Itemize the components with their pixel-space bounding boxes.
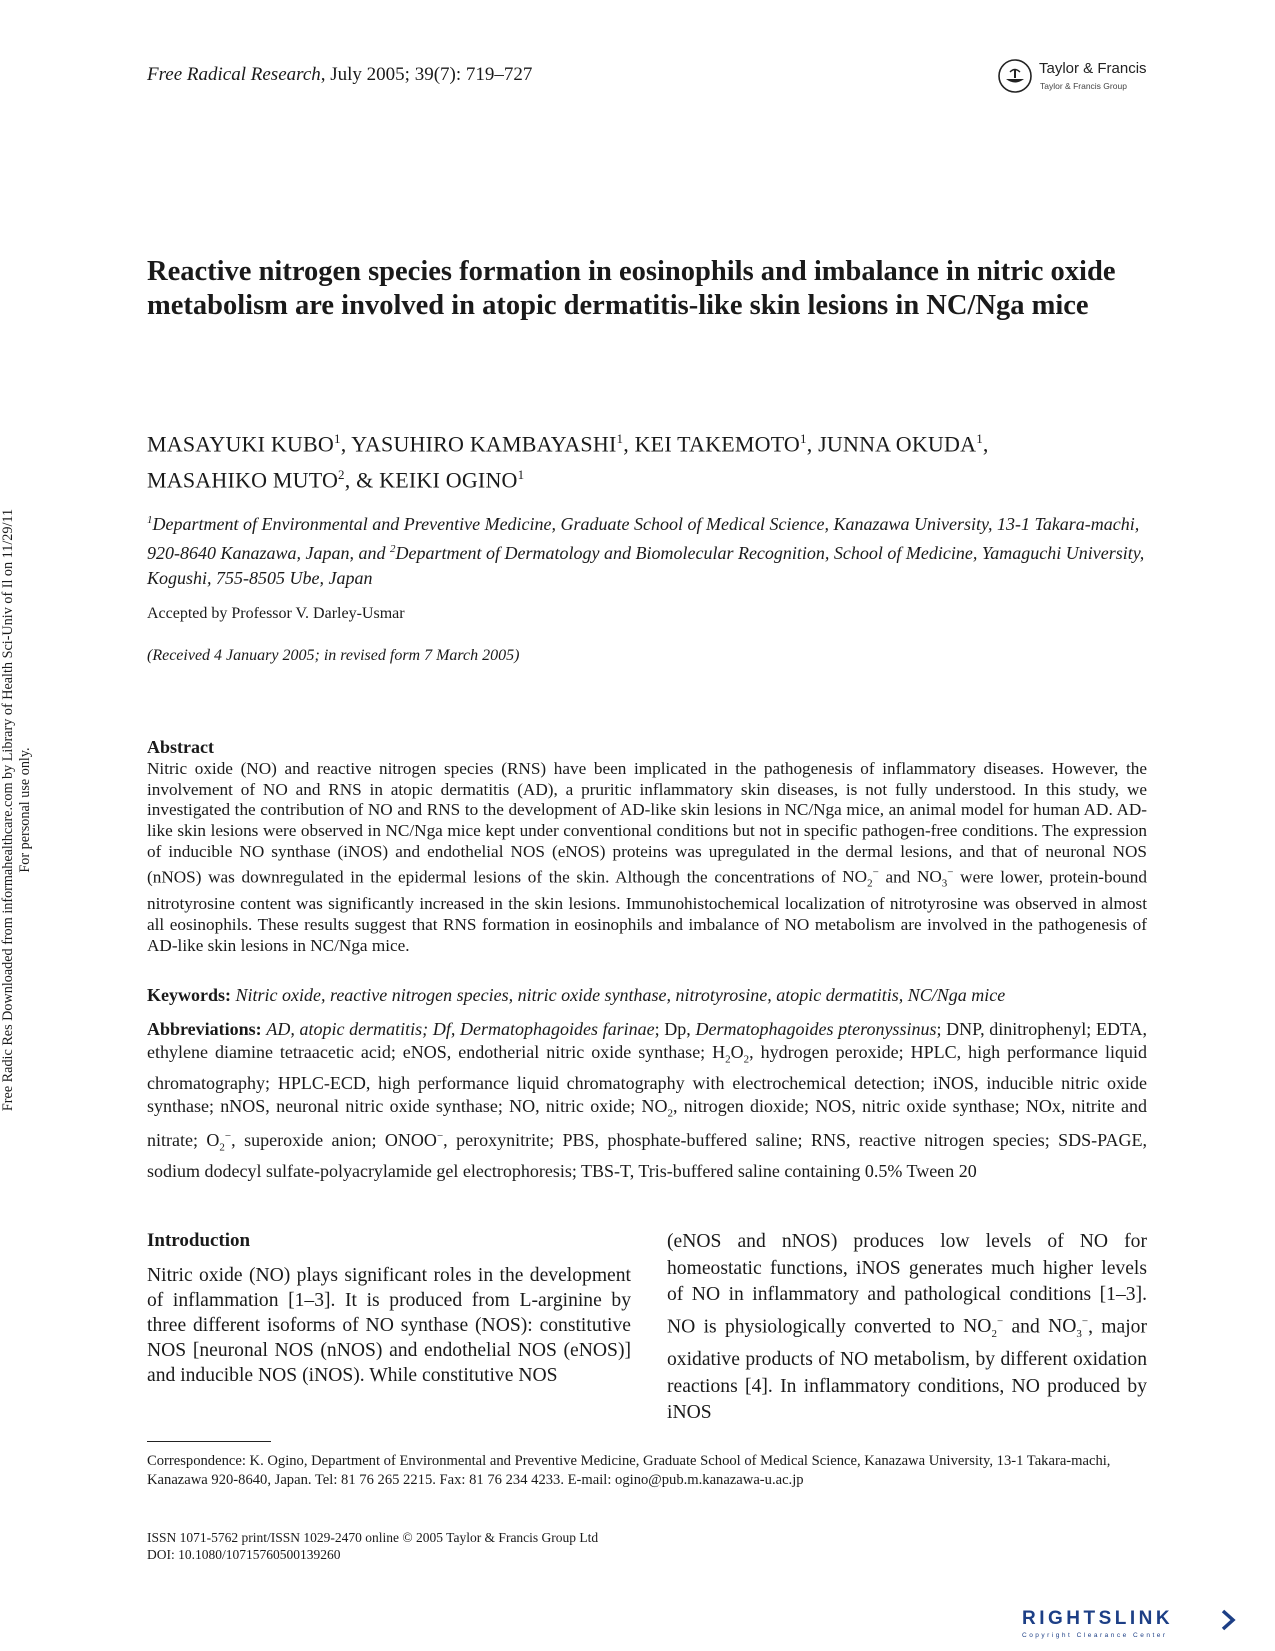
taylor-francis-emblem-icon bbox=[997, 58, 1033, 94]
introduction-column-right: (eNOS and nNOS) produces low levels of NO for homeostatic functions, iNOS generates much higher levels of NO in inflammatory and pathological conditions [1–3]. NO is physiologically converted to $NO_2^-$ and $NO_3^-$, major oxidative products of NO metabolism, by different oxidation reactions [4]. In inflammatory conditions, NO produced by iNOS bbox=[667, 1231, 1148, 1424]
author-list: MASAYUKI KUBO$^1$, YASUHIRO KAMBAYASHI$^1$, KEI TAKEMOTO$^1$, JUNNA OKUDA$^1$, MASAHIKO MUTO$^2$, & KEIKI OGINO$^1$ bbox=[147, 431, 989, 493]
author-affiliation-mark: 1 bbox=[333, 431, 341, 446]
publisher-group: Taylor & Francis Group bbox=[1040, 81, 1127, 91]
download-watermark bbox=[0, 430, 34, 1190]
publisher-logo bbox=[997, 58, 1167, 98]
doi-line: DOI: 10.1080/10715760500139260 bbox=[147, 1547, 341, 1562]
journal-volume-pages: , July 2005; 39(7): 719–727 bbox=[320, 64, 533, 85]
received-dates: (Received 4 January 2005; in revised form 7 March 2005) bbox=[147, 647, 520, 664]
author-name: MASAHIKO MUTO bbox=[147, 467, 339, 493]
rightslink-logo[interactable] bbox=[1022, 1608, 1252, 1640]
author-affiliation-mark: 1 bbox=[800, 431, 807, 446]
keywords-value: Nitric oxide, reactive nitrogen species, nitric oxide synthase, nitrotyrosine, atopic dermatitis, NC/Nga mice bbox=[235, 985, 1006, 1005]
affiliation-1: Department of Environmental and Preventive Medicine, Graduate School of Medical Science, Kanazawa University, 13-1 Takara-machi, 920-8640 Kanazawa, Japan, and bbox=[147, 514, 1140, 563]
rightslink-word: RIGHTSLINK bbox=[1022, 1608, 1174, 1629]
keywords bbox=[147, 985, 1147, 1006]
issn-doi bbox=[147, 1529, 598, 1563]
abstract-nitrite: $NO_2^-$ bbox=[842, 866, 879, 890]
issn-line: ISSN 1071-5762 print/ISSN 1029-2470 online © 2005 Taylor & Francis Group Ltd bbox=[147, 1530, 599, 1545]
author-separator: , bbox=[806, 431, 819, 457]
author-name: MASAYUKI KUBO bbox=[147, 431, 334, 457]
abbreviations-label: Abbreviations: bbox=[147, 1019, 262, 1039]
intro-nitrate: $NO_3^-$ bbox=[1048, 1315, 1089, 1340]
intro-nitrite: $NO_2^-$ bbox=[963, 1315, 1004, 1340]
author-affiliation-mark: 1 bbox=[616, 431, 624, 446]
author-name: KEIKI OGINO bbox=[379, 467, 518, 493]
author-separator: , bbox=[623, 431, 635, 457]
accepted-by: Accepted by Professor V. Darley-Usmar bbox=[147, 605, 405, 622]
author-separator: , & bbox=[344, 467, 380, 493]
publisher-name: Taylor & Francis bbox=[1039, 60, 1147, 77]
journal-name: Free Radical Research bbox=[147, 64, 321, 85]
rightslink-subtitle: Copyright Clearance Center bbox=[1022, 1632, 1168, 1639]
l-arginine-prefix: L bbox=[519, 1290, 532, 1311]
author-affiliation-mark: 1 bbox=[517, 467, 525, 483]
author-name: KEI TAKEMOTO bbox=[634, 431, 801, 457]
abbreviations: Abbreviations: AD, atopic dermatitis; Df, Dermatophagoides farinae; Dp, Dermatophagoides pteronyssinus; DNP, dinitrophenyl; EDTA, ethylene diamine tetraacetic acid; eNOS, endotherial nitric oxide synthase; $H_2O_2$, hydrogen peroxide; HPLC, high performance liquid chromatography; HPLC-ECD, high performance liquid chromatography with electrochemical detection; iNOS, inducible nitric oxide synthase; nNOS, neuronal nitric oxide synthase; NO, nitric oxide; $NO_2$, nitrogen dioxide; NOS, nitric oxide synthase; NOx, nitrite and nitrate; $O_2^-$, superoxide anion; ONOO−, peroxynitrite; PBS, phosphate-buffered saline; RNS, reactive nitrogen species; SDS-PAGE, sodium dodecyl sulfate-polyacrylamide gel electrophoresis; TBS-T, Tris-buffered saline containing 0.5% Tween 20 bbox=[147, 1019, 1148, 1181]
abstract-body: Nitric oxide (NO) and reactive nitrogen species (RNS) have been implicated in the pathogenesis of inflammatory diseases. However, the involvement of NO and RNS in atopic dermatitis (AD), a pruritic inflammatory skin diseases, is not fully understood. In this study, we investigated the contribution of NO and RNS to the development of AD-like skin lesions in NC/Nga mice, an animal model for human AD. AD-like skin lesions were observed in NC/Nga mice kept under conventional conditions but not in specific pathogen-free conditions. The expression of inducible NO synthase (iNOS) and endothelial NOS (eNOS) proteins was upregulated in the dermal lesions, and that of neuronal NOS (nNOS) was downregulated in the epidermal lesions of the skin. Although the concentrations of $NO_2^-$ and $NO_3^-$ were lower, protein-bound nitrotyrosine content was significantly increased in the skin lesions. Immunohistochemical localization of nitrotyrosine was observed in almost all eosinophils. These results suggest that RNS formation in eosinophils and imbalance of NO metabolism are involved in the pathogenesis of AD-like skin lesions in NC/Nga mice. bbox=[147, 759, 1147, 955]
abstract-text-2: were lower, protein-bound nitrotyrosine content was significantly increased in the skin lesions. Immunohistochemical localization of nitrotyrosine was observed in almost all eosinophils. These results suggest that RNS formation in eosinophils and imbalance of NO metabolism are involved in the pathogenesis of AD-like skin lesions in NC/Nga mice. bbox=[147, 867, 1147, 955]
rightslink-chevron-icon bbox=[1220, 1609, 1236, 1631]
author-name: YASUHIRO KAMBAYASHI bbox=[351, 431, 617, 457]
personal-use-line: For personal use only. bbox=[17, 747, 33, 873]
abstract-text-1: Nitric oxide (NO) and reactive nitrogen species (RNS) have been implicated in the pathogenesis of inflammatory diseases. However, the involvement of NO and RNS in atopic dermatitis (AD), a pruritic inflammatory skin diseases, is not fully understood. In this study, we investigated the contribution of NO and RNS to the development of AD-like skin lesions in NC/Nga mice, an animal model for human AD. AD-like skin lesions were observed in NC/Nga mice kept under conventional conditions but not in specific pathogen-free conditions. The expression of inducible NO synthase (iNOS) and endothelial NOS (eNOS) proteins was upregulated in the dermal lesions, and that of neuronal NOS (nNOS) was downregulated in the epidermal lesions of the skin. Although the concentrations of bbox=[147, 759, 1147, 887]
keywords-label: Keywords: bbox=[147, 985, 231, 1005]
abstract-nitrate: $NO_3^-$ bbox=[916, 866, 954, 890]
author-affiliation-mark: 1 bbox=[976, 431, 983, 446]
affiliation-1-mark: 1 bbox=[147, 514, 153, 526]
footnote-divider bbox=[147, 1441, 271, 1442]
introduction-heading: Introduction bbox=[147, 1230, 251, 1251]
article-title: Reactive nitrogen species formation in eosinophils and imbalance in nitric oxide metabolism are involved in atopic dermatitis-like skin lesions in NC/Nga mice bbox=[147, 256, 1116, 321]
author-separator: , bbox=[340, 431, 352, 457]
author-name: JUNNA OKUDA bbox=[818, 431, 977, 457]
affiliation-2: Department of Dermatology and Biomolecular Recognition, School of Medicine, Yamaguchi University, Kogushi, 755-8505 Ube, Japan bbox=[147, 543, 1145, 588]
journal-citation bbox=[147, 64, 532, 86]
affiliations bbox=[147, 508, 1147, 591]
correspondence-note: Correspondence: K. Ogino, Department of Environmental and Preventive Medicine, Graduate School of Medical Science, Kanazawa University, 13-1 Takara-machi, Kanazawa 920-8640, Japan. Tel: 81 76 265 2215. Fax: 81 76 234 4233. E-mail: ogino@pub.m.kanazawa-u.ac.jp bbox=[147, 1453, 1111, 1488]
download-line: Free Radic Res Downloaded from informahealthcare.com by Library of Health Sci-Univ of Il on 11/29/11 bbox=[0, 508, 16, 1112]
author-affiliation-mark: 2 bbox=[338, 467, 345, 483]
introduction-column-left: Nitric oxide (NO) plays significant roles in the development of inflammation [1–3]. It is produced from L-arginine by three different isoforms of NO synthase (NOS): constitutive NOS [neuronal NOS (nNOS) and endothelial NOS (eNOS)] and inducible NOS (iNOS). While constitutive NOS bbox=[147, 1265, 631, 1386]
abstract-heading: Abstract bbox=[147, 737, 214, 757]
affiliation-2-mark: 2 bbox=[390, 543, 396, 555]
